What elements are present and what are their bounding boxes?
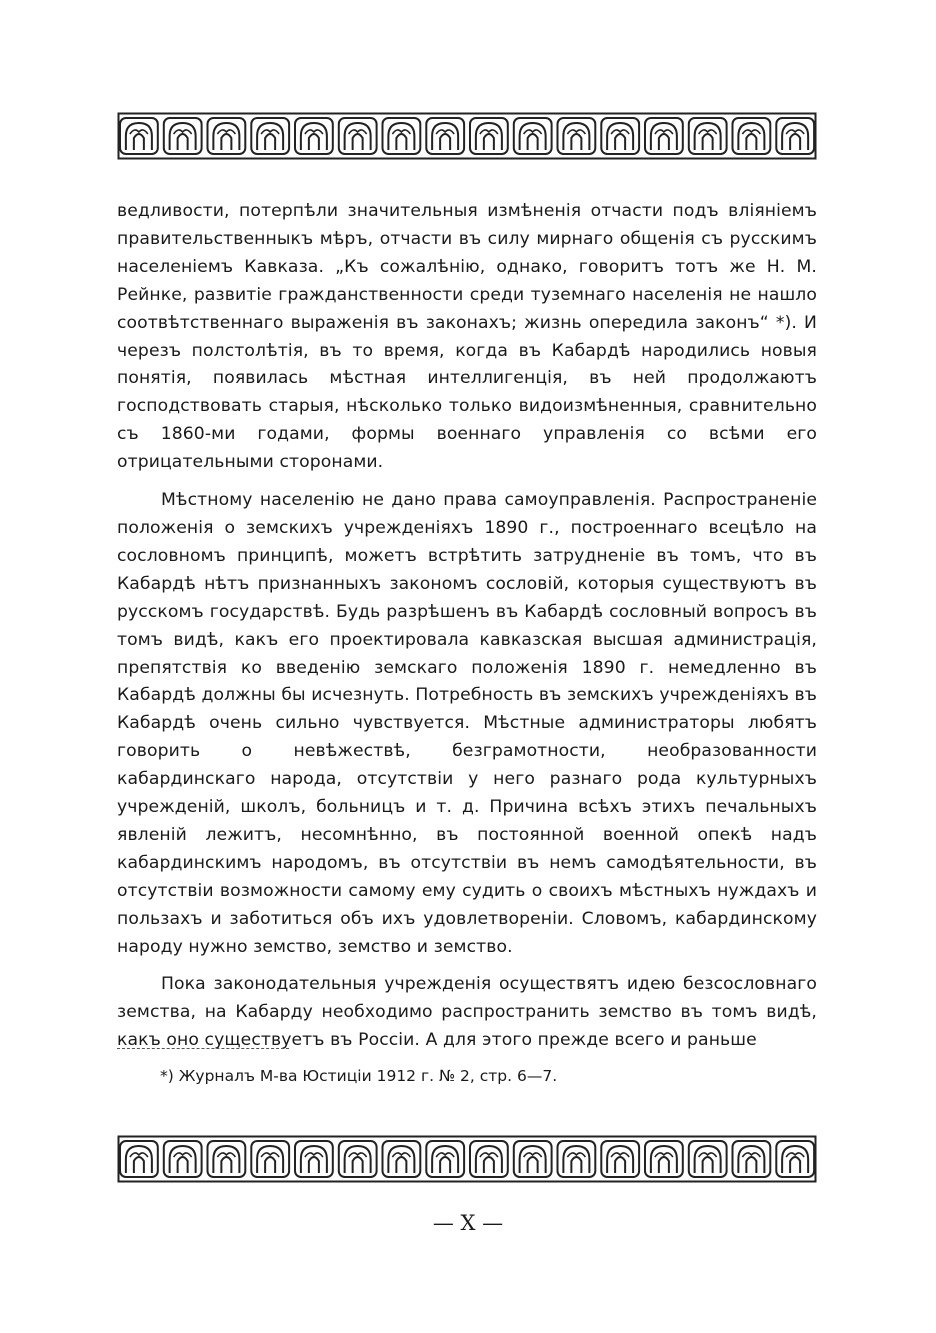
ornament-tile [645,118,683,154]
ornament-tile [164,1141,202,1177]
ornament-tile [733,118,771,154]
ornament-tile [383,1141,421,1177]
ornamental-border-top [117,112,817,160]
ornament-tile [601,1141,639,1177]
ornament-tile [733,1141,771,1177]
ornament-tile [558,1141,596,1177]
ornament-tile [689,118,727,154]
ornament-tile [339,118,377,154]
ornament-tile [470,1141,508,1177]
ornament-tile [426,118,464,154]
paragraph-1: ведливости, потерпѣли значительныя измѣненія отчасти подъ вліяніемъ правительственныкъ мѣръ, отчасти въ силу мирнаго общенія съ русскимъ населеніемъ Кавказа. „Къ сожалѣнію, однако, говоритъ тотъ же Н. М. Рейнке, развитіе гражданственности среди туземнаго населенія не нашло соотвѣтственнаго выраженія въ законахъ; жизнь опередила законъ“ *). И черезъ полстолѣтія, въ то время, когда въ Кабардѣ народились новыя понятія, появилась мѣстная интеллигенція, въ ней продолжаютъ господствовать старыя, нѣсколько только видоизмѣненныя, сравнительно съ 1860-ми годами, формы военнаго управленія со всѣми его отрицательными сторонами. [117,201,817,473]
ornament-tile [558,118,596,154]
ornament-tile [470,118,508,154]
ornament-tile [295,118,333,154]
ornament-tile [645,1141,683,1177]
ornament-tile [776,1141,814,1177]
ornament-tile [164,118,202,154]
ornament-tile [426,1141,464,1177]
paragraph-3: Пока законодательныя учрежденія осуществятъ идею безсословнаго земства, на Кабарду необходимо распространить земство въ томъ видѣ, какъ оно существуетъ въ Россіи. А для этого прежде всего и раньше [117,974,817,1051]
ornament-tile [514,1141,552,1177]
ornament-tile [383,118,421,154]
footnote: *) Журналъ М-ва Юстиціи 1912 г. № 2, стр. 6—7. [160,1067,558,1085]
footnote-divider [117,1048,289,1049]
ornament-tile [295,1141,333,1177]
paragraph-2: Мѣстному населенію не дано права самоуправленія. Распространеніе положенія о земскихъ учрежденіяхъ 1890 г., построеннаго всецѣло на сословномъ принципѣ, можетъ встрѣтить затрудненіе въ томъ, что въ Кабардѣ нѣтъ признанныхъ закономъ сословій, которыя существуютъ въ русскомъ государствѣ. Будь разрѣшенъ въ Кабардѣ сословный вопросъ въ томъ видѣ, какъ его проектировала кавказская высшая администрація, препятствія ко введенію земскаго положенія 1890 г. немедленно въ Кабардѣ должны бы исчезнуть. Потребность въ земскихъ учрежденіяхъ въ Кабардѣ очень сильно чувствуется. Мѣстные администраторы любятъ говорить о невѣжествѣ, безграмотности, необразованности кабардинскаго народа, отсутствіи у него разнаго рода культурныхъ учрежденій, школъ, больницъ и т. д. Причина всѣхъ этихъ печальныхъ явленій лежитъ, несомнѣнно, въ постоянной военной опекѣ надъ кабардинскимъ народомъ, въ отсутствіи въ немъ самодѣятельности, въ отсутствіи возможности самому ему судить о своихъ мѣстныхъ нуждахъ и пользахъ и заботиться объ ихъ удовлетвореніи. Словомъ, кабардинскому народу нужно земство, земство и земство. [117,490,817,957]
ornament-tile [776,118,814,154]
ornament-tile [120,118,158,154]
ornament-tile [514,118,552,154]
body-text [117,198,817,1055]
page-number: — X — [432,1211,504,1235]
ornament-tile [689,1141,727,1177]
ornament-tile [339,1141,377,1177]
ornament-tile [251,118,289,154]
ornament-tile [208,118,246,154]
ornament-tile [251,1141,289,1177]
ornament-tile [120,1141,158,1177]
ornament-tile [601,118,639,154]
ornamental-border-bottom [117,1135,817,1183]
ornament-tile [208,1141,246,1177]
